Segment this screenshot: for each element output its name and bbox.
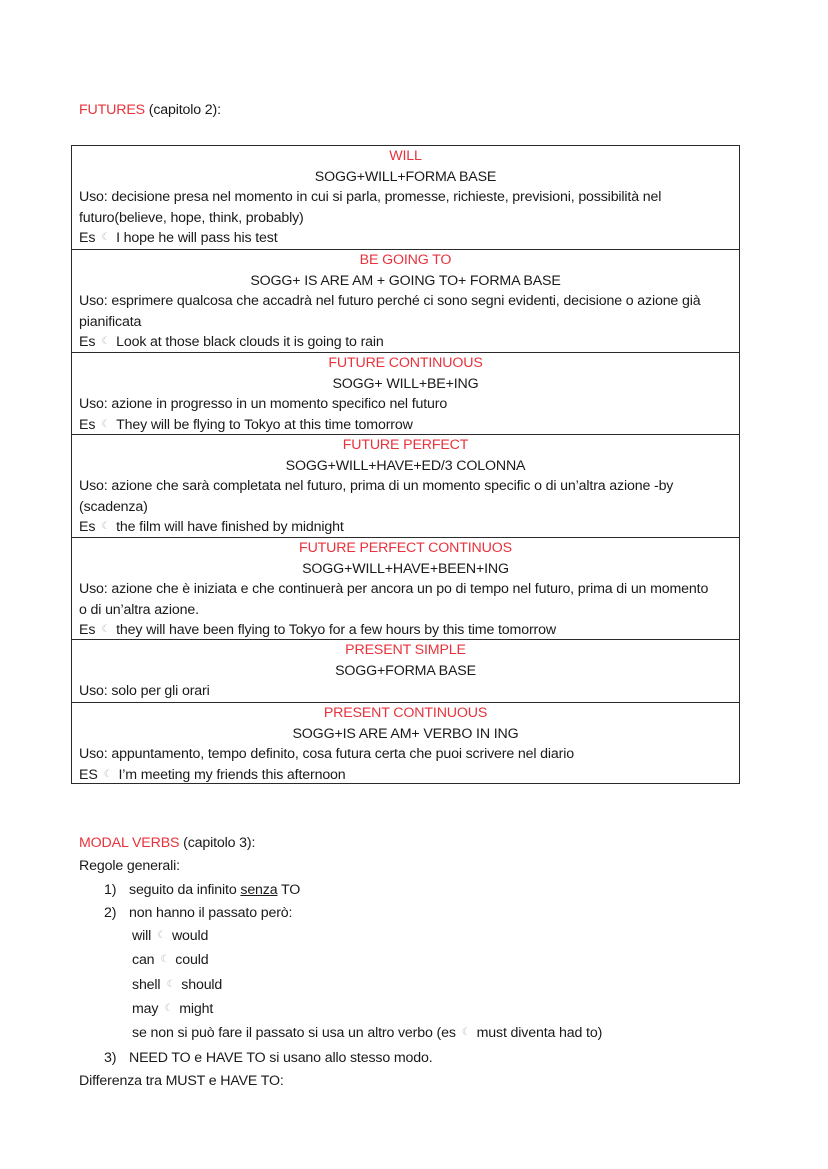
futures-chapter: (capitolo 2):	[144, 102, 221, 118]
tense-row-present-simple	[72, 639, 739, 702]
modal-verbs-chapter: (capitolo 3):	[179, 835, 256, 851]
arrow-icon: ☾	[101, 336, 111, 348]
arrow-icon: ☾	[160, 954, 170, 966]
rule-underlined-text: senza	[240, 881, 278, 898]
modal-pair	[79, 974, 602, 998]
modal-present: may	[132, 1001, 159, 1018]
modal-past: might	[179, 1001, 214, 1018]
modal-present: can	[132, 952, 155, 969]
tense-usage: Uso: azione che sarà completata nel futuro, prima di un momento specific o di un’altra azione -by (scadenza)	[79, 478, 674, 515]
arrow-icon: ☾	[101, 232, 111, 244]
modal-past: could	[175, 952, 209, 969]
tense-name: BE GOING TO	[359, 252, 452, 268]
rule-text: seguito da infinito	[129, 881, 241, 898]
modal-verbs-section	[79, 832, 602, 1093]
example-label: ES	[79, 766, 98, 783]
arrow-icon: ☾	[157, 930, 166, 942]
rule-number: 2)	[104, 904, 117, 921]
tense-row-future-continuous	[72, 352, 739, 434]
tense-name: PRESENT CONTINUOUS	[323, 705, 488, 721]
tense-row-present-continuous	[72, 702, 739, 783]
example-text: Look at those black clouds it is going to rain	[116, 334, 384, 351]
example-label: Es	[79, 519, 96, 536]
example-text: I’m meeting my friends this afternoon	[118, 766, 346, 783]
rule-item	[79, 879, 602, 902]
modal-past: would	[171, 928, 209, 945]
difference-heading: Differenza tra MUST e HAVE TO:	[79, 1072, 284, 1089]
tense-formula: SOGG+WILL+FORMA BASE	[314, 168, 497, 185]
example-text: I hope he will pass his test	[116, 230, 278, 247]
futures-title: FUTURES	[79, 102, 145, 118]
arrow-icon: ☾	[101, 624, 111, 636]
arrow-icon: ☾	[101, 418, 111, 430]
example-label: Es	[79, 334, 96, 351]
tense-example	[79, 765, 739, 788]
modal-past: should	[181, 976, 223, 993]
tense-name: WILL	[389, 148, 422, 164]
example-label: Es	[79, 230, 96, 247]
tense-row-be-going-to	[72, 249, 739, 352]
arrow-icon: ☾	[101, 521, 111, 533]
modal-pair	[79, 949, 602, 973]
futures-table	[71, 145, 740, 784]
example-text: they will have been flying to Tokyo for a few hours by this time tomorrow	[116, 622, 556, 639]
tense-formula: SOGG+ WILL+BE+ING	[332, 375, 479, 392]
tense-usage: Uso: azione in progresso in un momento specifico nel futuro	[79, 396, 448, 413]
rules-heading: Regole generali:	[79, 858, 180, 875]
tense-usage: Uso: solo per gli orari	[79, 683, 210, 700]
tense-example	[79, 228, 739, 251]
rule-number: 1)	[104, 881, 117, 898]
modal-verbs-title: MODAL VERBS	[79, 835, 180, 851]
tense-row-future-perfect-continuous	[72, 537, 739, 639]
tense-name: FUTURE CONTINUOUS	[328, 355, 483, 371]
tense-name: PRESENT SIMPLE	[345, 642, 466, 658]
tense-usage: Uso: azione che è iniziata e che continuerà per ancora un po di tempo nel futuro, prima di un momento o di un’altra azione.	[79, 581, 709, 618]
arrow-icon: ☾	[164, 1003, 174, 1015]
arrow-icon: ☾	[461, 1027, 471, 1039]
arrow-icon: ☾	[103, 768, 113, 780]
tense-row-future-perfect	[72, 434, 739, 537]
rule-text: non hanno il passato però:	[129, 904, 293, 921]
alt-verb-note	[79, 1022, 602, 1046]
modal-verbs-heading	[79, 832, 602, 855]
tense-usage: Uso: decisione presa nel momento in cui si parla, promesse, richieste, previsioni, possibilità nel futuro(believe, hope, think, probably)	[79, 189, 662, 226]
alt-verb-note-text: se non si può fare il passato si usa un altro verbo (es	[132, 1025, 456, 1042]
modal-present: shell	[132, 976, 161, 993]
rule-item	[79, 1047, 602, 1070]
modal-pair	[79, 925, 602, 949]
example-label: Es	[79, 416, 96, 433]
tense-name: FUTURE PERFECT	[342, 437, 469, 453]
rule-text: NEED TO e HAVE TO si usano allo stesso modo.	[129, 1049, 433, 1066]
example-text: They will be flying to Tokyo at this time tomorrow	[116, 416, 413, 433]
example-label: Es	[79, 622, 96, 639]
arrow-icon: ☾	[166, 978, 176, 990]
tense-formula: SOGG+WILL+HAVE+ED/3 COLONNA	[285, 457, 526, 474]
tense-usage: Uso: esprimere qualcosa che accadrà nel futuro perché ci sono segni evidenti, decisione o azione già pianificata	[79, 293, 701, 330]
rule-number: 3)	[104, 1049, 117, 1066]
rule-item	[79, 902, 602, 925]
futures-heading	[79, 101, 221, 119]
tense-formula: SOGG+IS ARE AM+ VERBO IN ING	[292, 725, 519, 742]
tense-formula: SOGG+WILL+HAVE+BEEN+ING	[302, 560, 509, 577]
tense-usage: Uso: appuntamento, tempo definito, cosa futura certa che puoi scrivere nel diario	[79, 746, 574, 763]
modal-pair	[79, 998, 602, 1022]
rule-text-after: TO	[277, 881, 301, 898]
example-text: the film will have finished by midnight	[116, 519, 344, 536]
tense-formula: SOGG+FORMA BASE	[335, 662, 476, 679]
alt-verb-note-text-after: must diventa had to)	[476, 1025, 603, 1042]
tense-name: FUTURE PERFECT CONTINUOS	[299, 540, 512, 556]
tense-formula: SOGG+ IS ARE AM + GOING TO+ FORMA BASE	[250, 272, 561, 289]
modal-present: will	[132, 928, 152, 945]
tense-row-will	[72, 146, 739, 249]
